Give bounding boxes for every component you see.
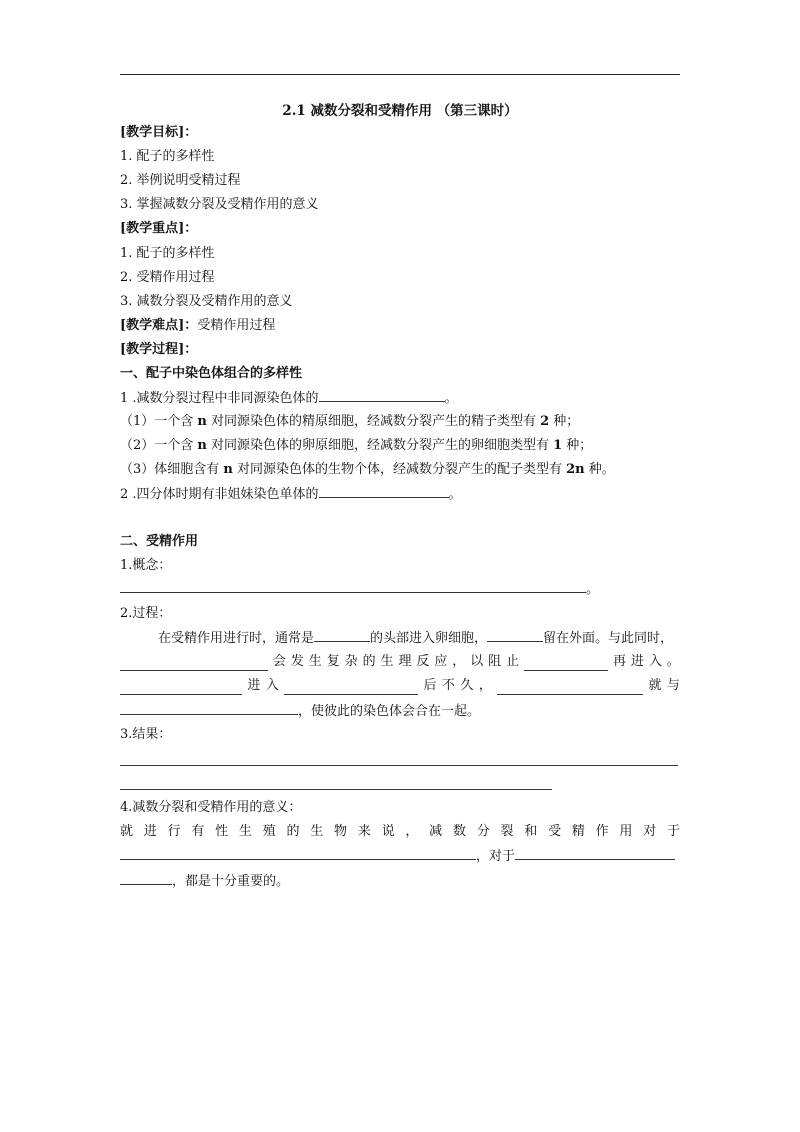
text-segment: 2n bbox=[566, 462, 585, 477]
text-segment: 留在外面。与此同时， bbox=[543, 631, 674, 646]
result-answer-line[interactable] bbox=[120, 765, 678, 766]
text-segment: n bbox=[197, 414, 207, 429]
text-segment: 对同源染色体的生物个体，经减数分裂产生的配子类型有 bbox=[232, 462, 567, 477]
process-line1 bbox=[158, 629, 673, 648]
fill-blank[interactable] bbox=[120, 702, 298, 715]
text-char: 的 bbox=[362, 654, 376, 669]
text-char: 和 bbox=[524, 824, 538, 839]
text-segment: ，对于 bbox=[476, 849, 516, 864]
text-char: 后 bbox=[423, 678, 437, 693]
concept-label: 1.概念： bbox=[120, 558, 172, 573]
text-char: 止 bbox=[506, 654, 520, 669]
difficulty-text: 受精作用过程 bbox=[197, 318, 276, 333]
text-char: 就 bbox=[648, 678, 662, 693]
meaning-line3 bbox=[120, 872, 289, 891]
section1-item2 bbox=[120, 437, 592, 455]
text-char: 久 bbox=[460, 678, 474, 693]
text-char: 生 bbox=[380, 654, 394, 669]
text-char: 就 bbox=[120, 824, 134, 839]
section2-heading: 二、受精作用 bbox=[120, 534, 199, 549]
section1-item1 bbox=[120, 413, 579, 431]
text-char: 再 bbox=[612, 654, 626, 669]
key-points-heading: [教学重点]： bbox=[120, 221, 198, 236]
text-char: 进 bbox=[630, 654, 644, 669]
text-char: 物 bbox=[334, 824, 348, 839]
text-segment: ，使彼此的染色体会合在一起。 bbox=[298, 704, 481, 719]
process-line4 bbox=[120, 702, 480, 721]
text-char: 不 bbox=[441, 678, 455, 693]
text-segment: （3）体细胞含有 bbox=[120, 462, 224, 477]
text-segment: 2 bbox=[540, 414, 550, 429]
text-segment: 1 bbox=[553, 438, 563, 453]
meaning-line1 bbox=[120, 823, 680, 841]
text-char: 殖 bbox=[262, 824, 276, 839]
section1-line1-prefix: 1 .减数分裂过程中非同源染色体的 bbox=[120, 391, 319, 406]
text-char: 。 bbox=[666, 654, 680, 669]
section1-heading: 一、配子中染色体组合的多样性 bbox=[120, 366, 303, 381]
text-segment: ，都是十分重要的。 bbox=[172, 874, 290, 889]
page-title: 2.1 减数分裂和受精作用 （第三课时） bbox=[282, 103, 518, 119]
objective-item: 3. 掌握减数分裂及受精作用的意义 bbox=[120, 197, 319, 212]
text-segment: 种。 bbox=[584, 462, 615, 477]
section1-item3 bbox=[120, 461, 615, 479]
text-segment: 在受精作用进行时，通常是 bbox=[158, 631, 315, 646]
result-answer-line[interactable] bbox=[120, 789, 552, 790]
objective-item: 2. 举例说明受精过程 bbox=[120, 173, 241, 188]
fill-blank[interactable] bbox=[120, 682, 242, 695]
text-char: 的 bbox=[286, 824, 300, 839]
text-char: 复 bbox=[326, 654, 340, 669]
text-char: 生 bbox=[310, 824, 324, 839]
concept-end: 。 bbox=[586, 582, 600, 597]
fill-blank[interactable] bbox=[314, 629, 370, 642]
text-char: 会 bbox=[272, 654, 286, 669]
fill-blank[interactable] bbox=[120, 872, 172, 885]
key-point-item: 3. 减数分裂及受精作用的意义 bbox=[120, 294, 293, 309]
objectives-heading: [教学目标]： bbox=[120, 125, 198, 140]
section1-line1-suffix: 。 bbox=[444, 391, 458, 406]
text-char: 分 bbox=[476, 824, 490, 839]
fill-blank[interactable] bbox=[120, 658, 268, 671]
process-heading: [教学过程]： bbox=[120, 342, 198, 357]
header-rule bbox=[120, 74, 680, 75]
fill-blank[interactable] bbox=[487, 629, 543, 642]
text-segment: （1）一个含 bbox=[120, 414, 198, 429]
text-char: 阻 bbox=[488, 654, 502, 669]
text-char: 发 bbox=[290, 654, 304, 669]
text-segment: （2）一个含 bbox=[120, 438, 198, 453]
text-segment: n bbox=[223, 462, 233, 477]
text-char: 入 bbox=[648, 654, 662, 669]
text-char: 减 bbox=[429, 824, 443, 839]
text-char: 入 bbox=[265, 678, 279, 693]
process-line2 bbox=[120, 653, 680, 671]
process-label: 2.过程： bbox=[120, 606, 172, 621]
text-char: 杂 bbox=[344, 654, 358, 669]
section1-line2-prefix: 2 .四分体时期有非姐妹染色单体的 bbox=[120, 487, 319, 502]
difficulty-line bbox=[120, 317, 275, 335]
text-char: 用 bbox=[619, 824, 633, 839]
fill-blank[interactable] bbox=[319, 485, 449, 498]
text-char: 进 bbox=[143, 824, 157, 839]
text-char: 行 bbox=[167, 824, 181, 839]
text-char: 说 bbox=[381, 824, 395, 839]
concept-answer-line bbox=[120, 580, 599, 599]
text-char: 以 bbox=[470, 654, 484, 669]
section1-line2 bbox=[120, 485, 462, 504]
text-char: ， bbox=[405, 824, 419, 839]
text-char: 受 bbox=[548, 824, 562, 839]
fill-blank[interactable] bbox=[120, 580, 586, 593]
fill-blank[interactable] bbox=[120, 847, 476, 860]
text-segment: 种； bbox=[549, 414, 580, 429]
text-char: 生 bbox=[308, 654, 322, 669]
process-line3 bbox=[120, 677, 680, 695]
section1-line1 bbox=[120, 389, 458, 408]
text-char: 对 bbox=[643, 824, 657, 839]
text-segment: 的头部进入卵细胞， bbox=[370, 631, 488, 646]
text-char: 精 bbox=[571, 824, 585, 839]
text-char: 来 bbox=[357, 824, 371, 839]
fill-blank[interactable] bbox=[319, 389, 445, 402]
text-char: 应 bbox=[434, 654, 448, 669]
fill-blank[interactable] bbox=[524, 658, 608, 671]
fill-blank[interactable] bbox=[284, 682, 418, 695]
text-char: 数 bbox=[452, 824, 466, 839]
objective-item: 1. 配子的多样性 bbox=[120, 149, 215, 164]
key-point-item: 2. 受精作用过程 bbox=[120, 270, 215, 285]
text-segment: n bbox=[197, 438, 207, 453]
meaning-label: 4.减数分裂和受精作用的意义： bbox=[120, 800, 302, 815]
key-point-item: 1. 配子的多样性 bbox=[120, 246, 215, 261]
fill-blank[interactable] bbox=[515, 847, 675, 860]
text-char: 有 bbox=[191, 824, 205, 839]
text-char: ， bbox=[478, 678, 492, 693]
text-char: 进 bbox=[247, 678, 261, 693]
difficulty-heading: [教学难点]： bbox=[120, 318, 198, 333]
text-char: 性 bbox=[215, 824, 229, 839]
text-char: 裂 bbox=[500, 824, 514, 839]
section1-line2-suffix: 。 bbox=[448, 487, 462, 502]
text-char: 作 bbox=[595, 824, 609, 839]
fill-blank[interactable] bbox=[497, 682, 643, 695]
text-char: 生 bbox=[238, 824, 252, 839]
text-segment: 对同源染色体的精原细胞，经减数分裂产生的精子类型有 bbox=[206, 414, 541, 429]
text-char: 理 bbox=[398, 654, 412, 669]
text-segment: 种； bbox=[562, 438, 593, 453]
text-char: ， bbox=[452, 654, 466, 669]
result-label: 3.结果： bbox=[120, 727, 172, 742]
meaning-line2 bbox=[120, 847, 675, 866]
text-char: 于 bbox=[666, 824, 680, 839]
text-segment: 对同源染色体的卵原细胞，经减数分裂产生的卵细胞类型有 bbox=[206, 438, 554, 453]
text-char: 与 bbox=[666, 678, 680, 693]
text-char: 反 bbox=[416, 654, 430, 669]
